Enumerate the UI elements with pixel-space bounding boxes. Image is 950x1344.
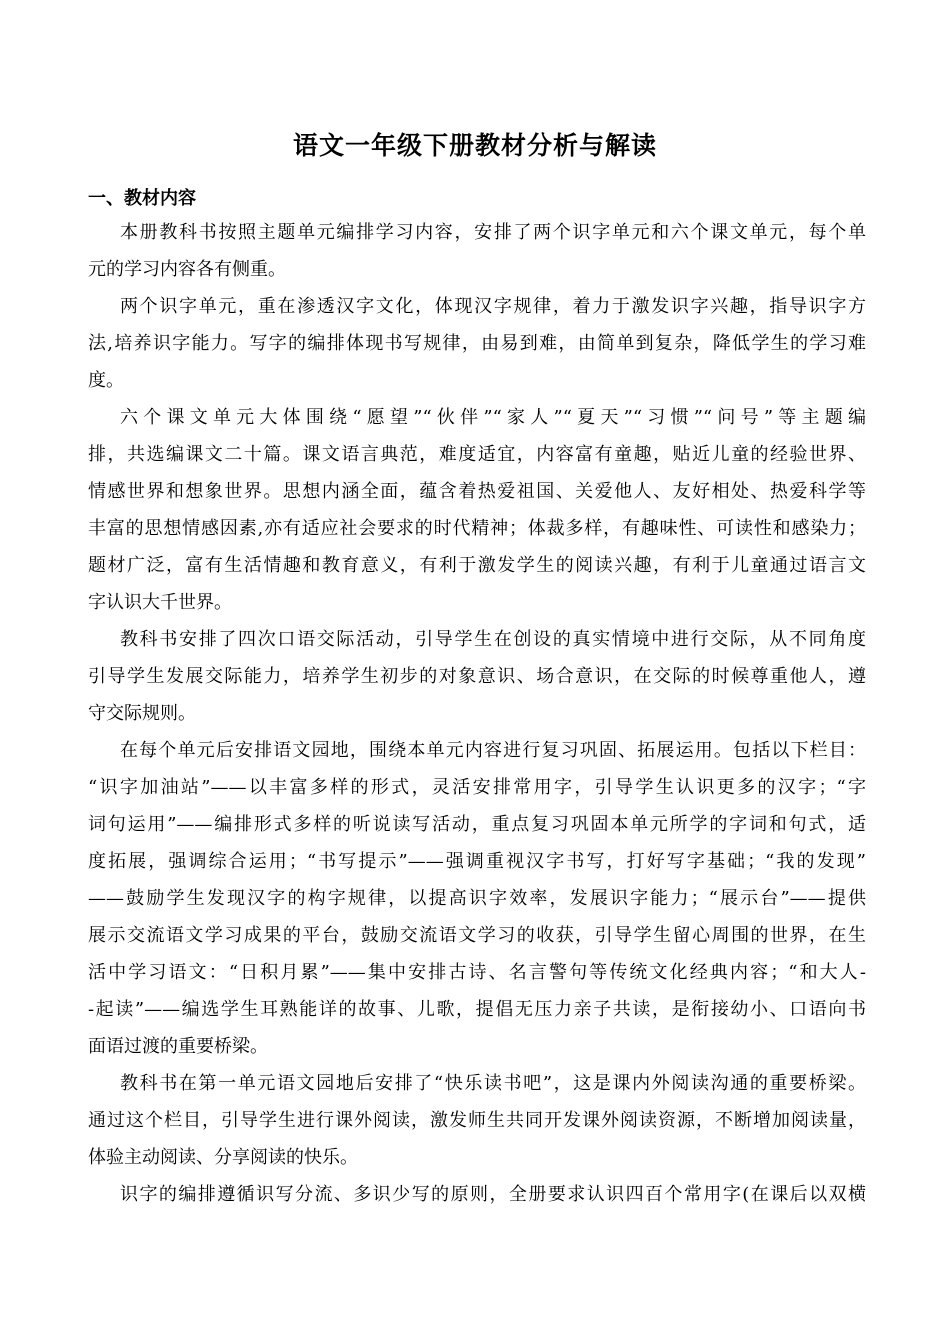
text-line: 展示交流语文学习成果的平台，鼓励交流语文学习的收获，引导学生留心周围的世界，在生 [88,925,866,946]
text-line: 活中学习语文：“日积月累”——集中安排古诗、名言警句等传统文化经典内容；“和大人- [88,962,866,983]
text-line: 字认识大千世界。 [88,592,232,613]
text-line: 六个课文单元大体围绕“愿望”“伙伴”“家人”“夏天”“习惯”“问号”等主题编 [120,407,866,428]
text-line: “识字加油站”——以丰富多样的形式，灵活安排常用字，引导学生认识更多的汉字；“字 [88,777,866,798]
text-line: -起读”——编选学生耳熟能详的故事、儿歌，提倡无压力亲子共读，是衔接幼小、口语向书 [88,999,866,1020]
paragraph [88,621,866,732]
text-line: 体验主动阅读、分享阅读的快乐。 [88,1147,358,1168]
text-line: 丰富的思想情感因素,亦有适应社会要求的时代精神；体裁多样，有趣味性、可读性和感染力； [88,518,866,539]
text-line: 教科书在第一单元语文园地后安排了“快乐读书吧”，这是课内外阅读沟通的重要桥梁。 [120,1073,866,1094]
section-heading: 一、教材内容 [88,188,196,209]
document-body [88,214,866,1213]
text-line: 两个识字单元，重在渗透汉字文化，体现汉字规律，着力于激发识字兴趣，指导识字方 [120,296,866,317]
text-line: 题材广泛，富有生活情趣和教育意义，有利于激发学生的阅读兴趣，有利于儿童通过语言文 [88,555,866,576]
paragraph [88,1176,866,1213]
text-line: 排，共选编课文二十篇。课文语言典范，难度适宜，内容富有童趣，贴近儿童的经验世界、 [88,444,866,465]
text-line: 面语过渡的重要桥梁。 [88,1036,268,1057]
text-line: 本册教科书按照主题单元编排学习内容，安排了两个识字单元和六个课文单元，每个单 [120,222,866,243]
text-line: 元的学习内容各有侧重。 [88,259,286,280]
text-line: 引导学生发展交际能力，培养学生初步的对象意识、场合意识，在交际的时候尊重他人，遵 [88,666,866,687]
paragraph [88,732,866,1065]
text-line: ——鼓励学生发现汉字的构字规律，以提高识字效率，发展识字能力；“展示台”——提供 [88,888,866,909]
text-line: 在每个单元后安排语文园地，围绕本单元内容进行复习巩固、拓展运用。包括以下栏目： [120,740,866,761]
document-title: 语文一年级下册教材分析与解读 [292,131,657,160]
text-line: 识字的编排遵循识写分流、多识少写的原则，全册要求认识四百个常用字(在课后以双横 [120,1184,866,1205]
paragraph [88,1065,866,1176]
text-line: 词句运用”——编排形式多样的听说读写活动，重点复习巩固本单元所学的字词和句式，适 [88,814,866,835]
text-line: 度。 [88,370,124,391]
paragraph [88,399,866,621]
text-line: 法,培养识字能力。写字的编排体现书写规律，由易到难，由简单到复杂，降低学生的学习难 [88,333,866,354]
text-line: 通过这个栏目，引导学生进行课外阅读，激发师生共同开发课外阅读资源，不断增加阅读量， [88,1110,866,1131]
text-line: 情感世界和想象世界。思想内涵全面，蕴含着热爱祖国、关爱他人、友好相处、热爱科学等 [88,481,866,502]
text-line: 教科书安排了四次口语交际活动，引导学生在创设的真实情境中进行交际，从不同角度 [120,629,866,650]
paragraph [88,214,866,288]
text-line: 度拓展，强调综合运用；“书写提示”——强调重视汉字书写，打好写字基础；“我的发现” [88,851,866,872]
paragraph [88,288,866,399]
text-line: 守交际规则。 [88,703,196,724]
